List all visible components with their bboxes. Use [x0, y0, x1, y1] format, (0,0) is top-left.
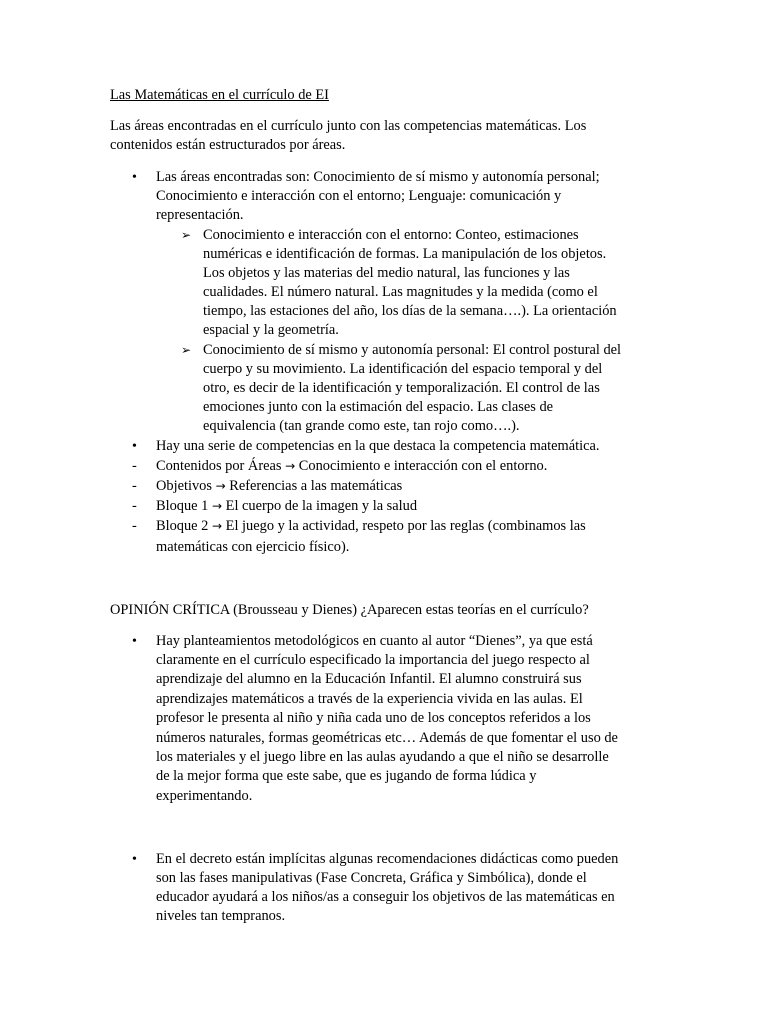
- dash-item-value: El cuerpo de la imagen y la salud: [225, 498, 418, 514]
- arrow-right-icon: →: [215, 479, 226, 493]
- list-item-line: experimentando.: [156, 788, 253, 804]
- list-item-line: Conocimiento e interacción con el entorno; Lenguaje: comunicación y: [156, 188, 562, 204]
- sub-item-line: espacial y la geometría.: [203, 322, 339, 338]
- sub-item-line: Conocimiento de sí mismo y autonomía personal: El control postural del: [203, 342, 622, 358]
- arrow-right-icon: →: [211, 499, 223, 513]
- sub-item-line: emociones junto con la estimación del espacio. Las clases de: [203, 399, 554, 415]
- sub-item-line: equivalencia (tan grande como este, tan rojo como….).: [203, 418, 520, 434]
- dash-item-line: [156, 457, 547, 476]
- sub-item-line: Conocimiento e interacción con el entorno: Conteo, estimaciones: [203, 227, 579, 243]
- list-item-line: son las fases manipulativas (Fase Concreta, Gráfica y Simbólica), donde el: [156, 870, 587, 886]
- dash-marker: -: [132, 458, 137, 474]
- sub-item-line: tiempo, las estaciones del año, los días de la semana….). La orientación: [203, 303, 617, 319]
- sub-item-line: otro, es decir de la identificación y temporalización. El control de las: [203, 380, 600, 396]
- arrow-right-icon: →: [211, 519, 223, 533]
- list-item-line: Hay una serie de competencias en la que destaca la competencia matemática.: [156, 438, 600, 454]
- list-item-line: profesor le presenta al niño y niña cada uno de los conceptos referidos a los: [156, 710, 591, 726]
- section-heading-critical-opinion: OPINIÓN CRÍTICA (Brousseau y Dienes) ¿Aparecen estas teorías en el currículo?: [110, 602, 589, 618]
- sub-item-line: numéricas e identificación de formas. La manipulación de los objetos.: [203, 246, 607, 262]
- arrow-bullet-icon: ➢: [181, 228, 192, 242]
- bullet-marker: •: [132, 170, 137, 185]
- dash-item-continuation: matemáticas con ejercicio físico).: [156, 539, 350, 555]
- section-heading-curriculum: Las Matemáticas en el currículo de EI: [110, 87, 329, 103]
- list-item-line: En el decreto están implícitas algunas recomendaciones didácticas como pueden: [156, 851, 619, 867]
- list-item-line: niveles tan tempranos.: [156, 908, 286, 924]
- dash-item-line: [156, 477, 402, 496]
- list-item-line: representación.: [156, 207, 244, 223]
- list-item-line: Hay planteamientos metodológicos en cuanto al autor “Dienes”, ya que está: [156, 633, 593, 649]
- list-item-line: los materiales y el juego libre en las aulas ayudando a que el niño se desarrolle: [156, 749, 609, 765]
- dash-marker: -: [132, 478, 137, 494]
- dash-item-value: El juego y la actividad, respeto por las reglas (combinamos las: [225, 518, 586, 534]
- dash-item-line: [156, 497, 417, 516]
- bullet-marker: •: [132, 634, 137, 649]
- paragraph-line: Las áreas encontradas en el currículo junto con las competencias matemáticas. Los: [110, 118, 587, 134]
- bullet-marker: •: [132, 852, 137, 867]
- dash-marker: -: [132, 498, 137, 514]
- arrow-right-icon: →: [285, 459, 296, 473]
- dash-item-label: Objetivos: [156, 478, 212, 494]
- sub-item-line: cualidades. El número natural. Las magnitudes y la medida (como el: [203, 284, 598, 300]
- list-item-line: Las áreas encontradas son: Conocimiento de sí mismo y autonomía personal;: [156, 169, 600, 185]
- dash-item-label: Bloque 1: [156, 498, 209, 514]
- arrow-bullet-icon: ➢: [181, 343, 192, 357]
- bullet-marker: •: [132, 439, 137, 454]
- dash-marker: -: [132, 518, 137, 534]
- list-item-line: números naturales, formas geométricas etc… Además de que fomentar el uso de: [156, 730, 618, 746]
- sub-item-line: Los objetos y las materias del medio natural, las funciones y las: [203, 265, 570, 281]
- dash-item-value: Referencias a las matemáticas: [229, 478, 403, 494]
- dash-item-label: Contenidos por Áreas: [156, 458, 282, 474]
- list-item-line: de la mejor forma que este sabe, que es jugando de forma lúdica y: [156, 768, 537, 784]
- list-item-line: aprendizajes matemáticos a través de la experiencia vivida en las aulas. El: [156, 691, 583, 707]
- list-item-line: claramente en el currículo especificado la importancia del juego respecto al: [156, 652, 590, 668]
- dash-item-value: Conocimiento e interacción con el entorno.: [298, 458, 548, 474]
- paragraph-line: contenidos están estructurados por áreas.: [110, 137, 346, 153]
- sub-item-line: cuerpo y su movimiento. La identificación del espacio temporal y del: [203, 361, 603, 377]
- list-item-line: educador ayudará a los niños/as a conseguir los objetivos de las matemáticas en: [156, 889, 615, 905]
- dash-item-line: [156, 517, 586, 536]
- dash-item-label: Bloque 2: [156, 518, 209, 534]
- list-item-line: aprendizaje del alumno en la Educación Infantil. El alumno construirá sus: [156, 671, 582, 687]
